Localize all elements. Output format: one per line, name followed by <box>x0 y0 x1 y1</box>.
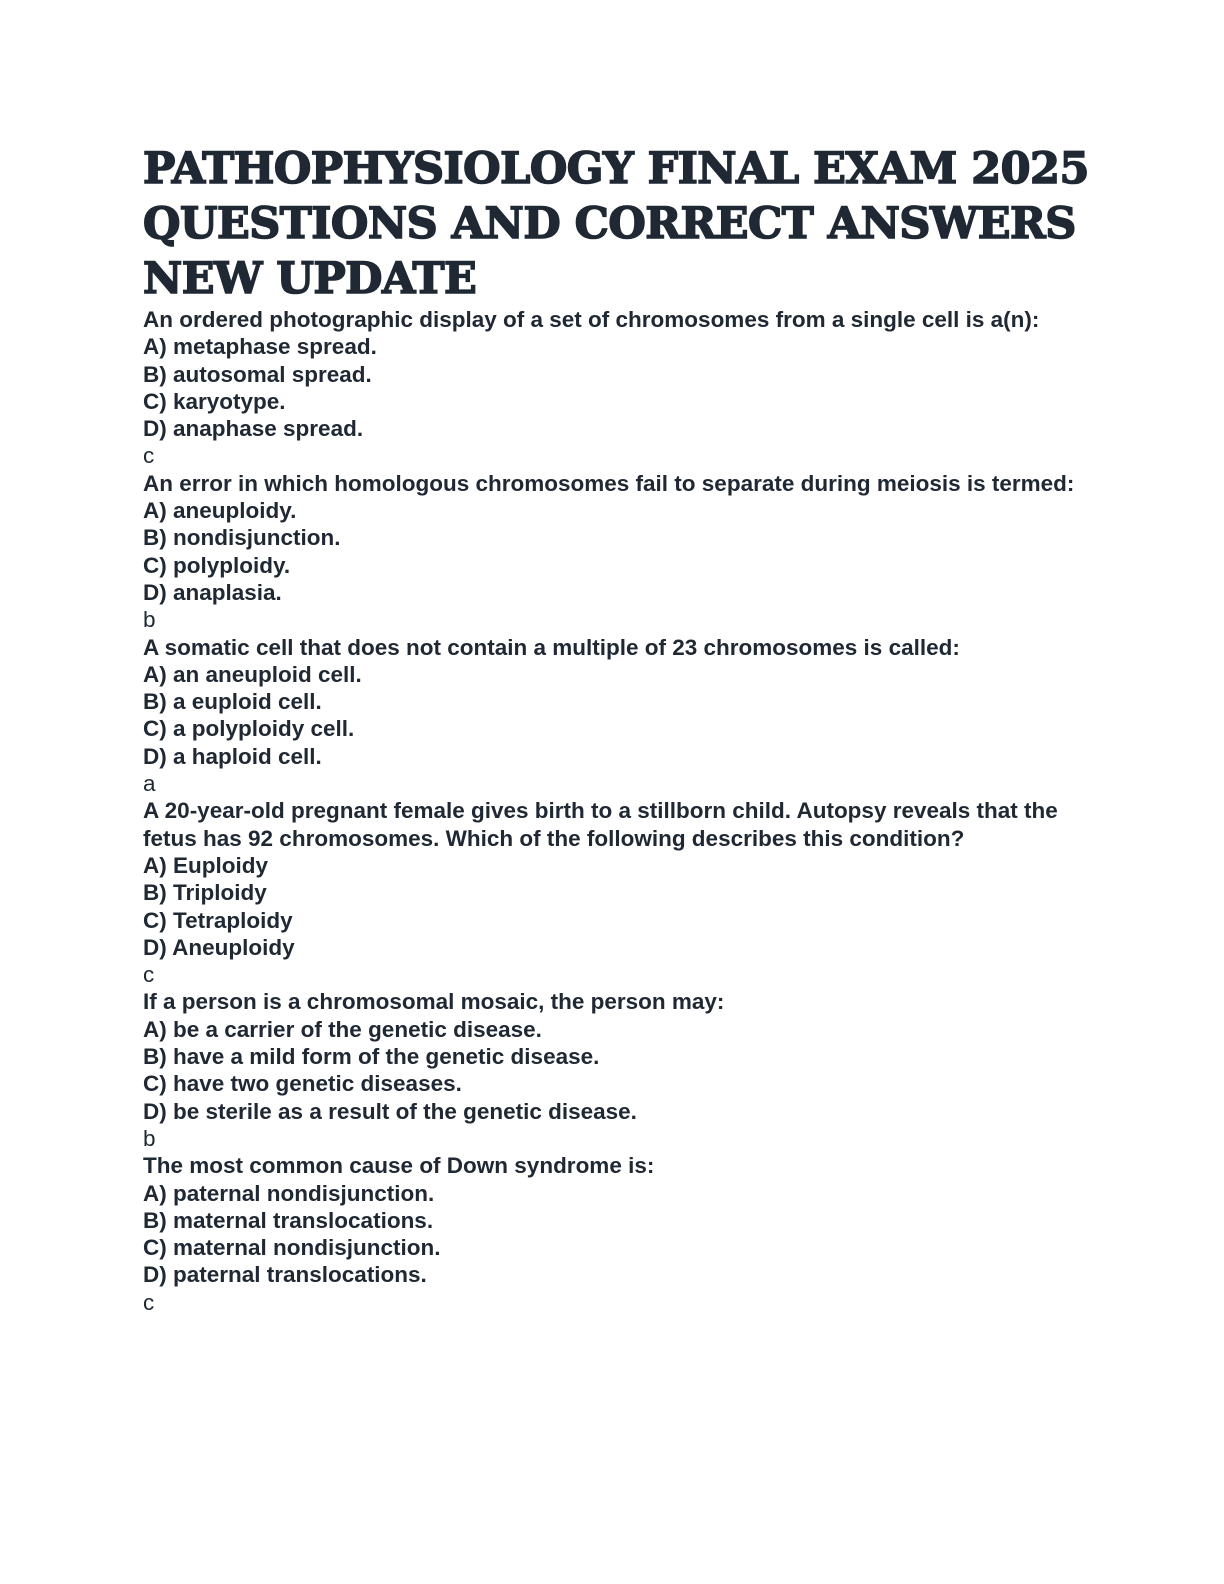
answer-option: C) karyotype. <box>143 388 286 414</box>
answer-option: A) aneuploidy. <box>143 498 297 524</box>
question-text: If a person is a chromosomal mosaic, the person may: <box>143 989 725 1015</box>
answer-option: C) Tetraploidy <box>143 907 293 933</box>
question-text: A 20-year-old pregnant female gives birth to a stillborn child. Autopsy reveals that the fetus has 92 chromosomes. Which of the following describes this condition? <box>143 798 1058 851</box>
answer-option: B) nondisjunction. <box>143 525 341 551</box>
answer-option: A) an aneuploid cell. <box>143 661 362 687</box>
answer-option: B) a euploid cell. <box>143 689 322 715</box>
answer-option: C) have two genetic diseases. <box>143 1071 462 1097</box>
question-block <box>143 470 1093 634</box>
answer-option: D) Aneuploidy <box>143 934 295 960</box>
answer-option: C) polyploidy. <box>143 552 291 578</box>
answer-option: C) a polyploidy cell. <box>143 716 355 742</box>
question-text: The most common cause of Down syndrome is: <box>143 1153 655 1179</box>
question-text: An ordered photographic display of a set of chromosomes from a single cell is a(n): <box>143 307 1040 332</box>
answer-option: C) maternal nondisjunction. <box>143 1235 441 1261</box>
answer-option: B) Triploidy <box>143 880 267 906</box>
answer-option: D) paternal translocations. <box>143 1262 427 1288</box>
question-block <box>143 988 1093 1152</box>
answer-option: B) have a mild form of the genetic disease. <box>143 1044 600 1070</box>
correct-answer: b <box>143 607 156 633</box>
question-block <box>143 306 1093 470</box>
correct-answer: c <box>143 962 155 988</box>
question-block <box>143 797 1093 988</box>
question-text: A somatic cell that does not contain a multiple of 23 chromosomes is called: <box>143 634 960 660</box>
question-block <box>143 1152 1093 1316</box>
answer-option: B) autosomal spread. <box>143 361 372 387</box>
answer-option: A) metaphase spread. <box>143 334 377 360</box>
answer-option: B) maternal translocations. <box>143 1207 434 1233</box>
answer-option: A) paternal nondisjunction. <box>143 1180 435 1206</box>
correct-answer: a <box>143 771 156 797</box>
correct-answer: b <box>143 1125 156 1151</box>
question-text: An error in which homologous chromosomes fail to separate during meiosis is termed: <box>143 470 1075 496</box>
correct-answer: c <box>143 1289 155 1315</box>
answer-option: D) anaphase spread. <box>143 416 364 442</box>
correct-answer: c <box>143 443 155 469</box>
answer-option: D) be sterile as a result of the genetic disease. <box>143 1098 637 1124</box>
answer-option: D) anaplasia. <box>143 579 282 605</box>
document-title: PATHOPHYSIOLOGY FINAL EXAM 2025 QUESTIONS AND CORRECT ANSWERS NEW UPDATE <box>143 144 1089 304</box>
answer-option: D) a haploid cell. <box>143 743 322 769</box>
answer-option: A) be a carrier of the genetic disease. <box>143 1016 542 1042</box>
question-list <box>143 306 1093 1316</box>
question-block <box>143 634 1093 798</box>
answer-option: A) Euploidy <box>143 852 268 878</box>
